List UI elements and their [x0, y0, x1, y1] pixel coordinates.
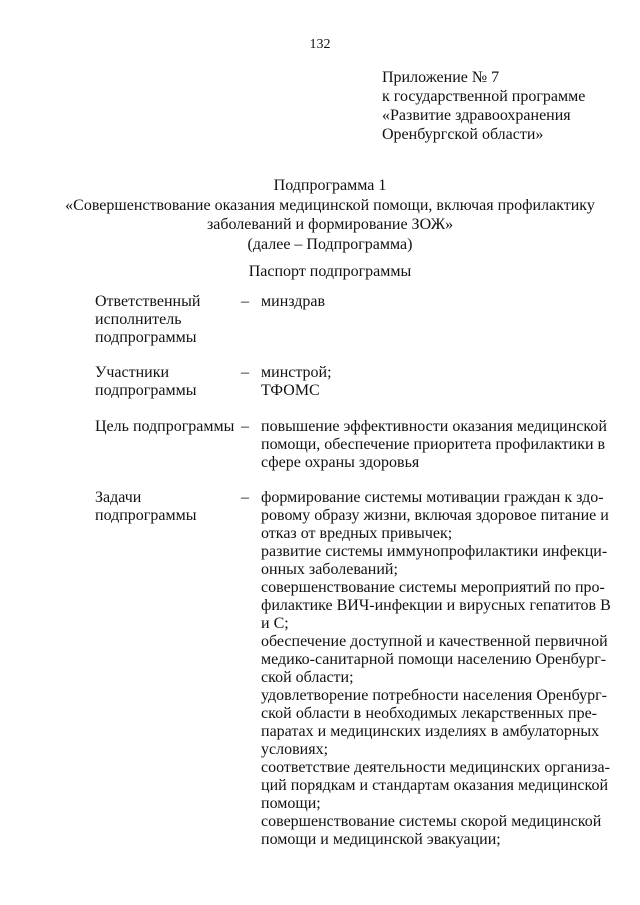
row-value	[261, 364, 597, 400]
value-line: ской области в необходимых лекарственных пре-	[261, 705, 597, 722]
appendix-line: к государственной программе	[382, 88, 586, 105]
title-line: заболеваний и формирование ЗОЖ»	[206, 216, 454, 233]
value-line: ской области;	[261, 669, 354, 686]
value-line: совершенствование системы скорой медицинской	[261, 813, 602, 830]
row-value	[261, 489, 611, 849]
value-line: медико-санитарной помощи населению Оренбург-	[261, 651, 607, 668]
row-dash: –	[241, 418, 249, 435]
label-line: Участники	[95, 364, 170, 381]
row-value	[261, 293, 597, 311]
value-line: удовлетворение потребности населения Оренбург-	[261, 687, 607, 704]
page-number: 132	[309, 37, 331, 52]
value-line: ровому образу жизни, включая здоровое питание и	[261, 507, 609, 524]
row-value	[261, 418, 607, 472]
value-line: отказ от вредных привычек;	[261, 525, 453, 542]
row-label	[95, 418, 235, 436]
title-line: Подпрограмма 1	[273, 177, 387, 194]
value-line: паратах и медицинских изделиях в амбулаторных	[261, 723, 600, 740]
row-label	[95, 293, 235, 347]
value-line: ций порядкам и стандартам оказания медицинской	[261, 777, 609, 794]
appendix-line: Оренбургской области»	[382, 126, 544, 143]
value-line: ТФОМС	[261, 382, 320, 399]
value-line: помощи и медицинской эвакуации;	[261, 831, 501, 848]
row-dash: –	[241, 293, 249, 310]
value-line: соответствие деятельности медицинских организа-	[261, 759, 610, 776]
row-dash: –	[241, 489, 249, 506]
subprogram-title	[60, 176, 600, 254]
appendix-note	[382, 68, 585, 144]
value-line: филактике ВИЧ-инфекции и вирусных гепатитов B	[261, 597, 611, 614]
label-line: Ответственный	[95, 293, 201, 310]
value-line: повышение эффективности оказания медицинской	[261, 418, 607, 435]
value-line: развитие системы иммунопрофилактики инфекци-	[261, 543, 608, 560]
appendix-line: Приложение № 7	[382, 69, 500, 86]
label-line: подпрограммы	[95, 329, 197, 346]
value-line: и C;	[261, 615, 289, 632]
passport-heading-text: Паспорт подпрограммы	[248, 263, 412, 280]
value-line: минздрав	[261, 293, 326, 310]
value-line: обеспечение доступной и качественной первичной	[261, 633, 608, 650]
label-line: Задачи	[95, 489, 142, 506]
value-line: минстрой;	[261, 364, 332, 381]
label-line: исполнитель	[95, 311, 182, 328]
row-dash: –	[241, 364, 249, 381]
title-line: (далее – Подпрограмма)	[247, 235, 413, 253]
label-line: Цель подпрограммы	[95, 418, 235, 435]
label-line: подпрограммы	[95, 507, 197, 524]
label-line: подпрограммы	[95, 382, 197, 399]
title-line: «Совершенствование оказания медицинской помощи, включая профилактику	[65, 196, 595, 214]
value-line: совершенствование системы мероприятий по про-	[261, 579, 605, 596]
value-line: помощи;	[261, 795, 321, 812]
value-line: формирование системы мотивации граждан к здо-	[261, 489, 604, 506]
value-line: онных заболеваний;	[261, 561, 398, 578]
row-label	[95, 364, 235, 400]
appendix-line: «Развитие здравоохранения	[382, 107, 571, 124]
row-label	[95, 489, 235, 525]
passport-heading	[60, 262, 600, 282]
value-line: сфере охраны здоровья	[261, 454, 420, 471]
value-line: условиях;	[261, 741, 329, 758]
value-line: помощи, обеспечение приоритета профилактики в	[261, 436, 606, 453]
